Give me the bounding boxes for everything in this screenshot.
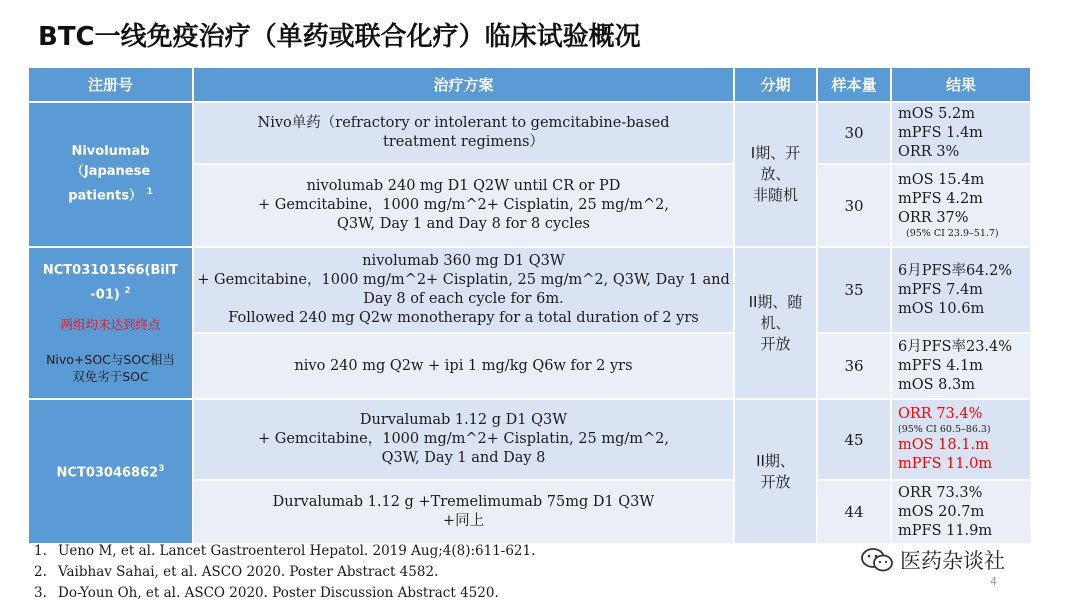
regimen-cell: [193, 480, 734, 544]
regimen-line: +同上: [442, 513, 485, 529]
header-registration: 注册号: [28, 67, 193, 102]
result-line: mPFS 4.1m: [898, 357, 983, 374]
sample-size-cell: 36: [817, 333, 891, 399]
results-cell: [891, 247, 1031, 333]
wechat-icon: [860, 547, 894, 573]
result-line-highlight: mOS 18.1.m: [898, 437, 989, 453]
header-results: 结果: [891, 67, 1031, 102]
regimen-line: nivo 240 mg Q2w + ipi 1 mg/kg Q6w for 2 yrs: [294, 357, 633, 374]
reference-item: 3. Do-Youn Oh, et al. ASCO 2020. Poster Discussion Abstract 4520.: [34, 585, 499, 601]
registration-line: NCT03046862$^3$: [56, 464, 165, 481]
regimen-line: + Gemcitabine，1000 mg/m^2+ Cisplatin, 25 mg/m^2, Q3W, Day 1 and: [197, 272, 730, 288]
trials-table: [27, 66, 1032, 545]
result-line: mPFS 7.4m: [898, 281, 983, 298]
sample-size-cell: 44: [817, 480, 891, 544]
result-line: ORR 73.3%: [898, 484, 983, 501]
registration-line: NCT03101566(BilT: [42, 262, 179, 278]
watermark: [860, 545, 1005, 575]
phase-cell: [734, 102, 817, 247]
regimen-line: Nivo单药（refractory or intolerant to gemcitabine-based: [257, 115, 670, 131]
registration-line: -01) $^2$: [90, 285, 131, 303]
header-phase: 分期: [734, 67, 817, 102]
result-line: mOS 8.3m: [898, 376, 975, 393]
page-number: 4: [990, 575, 997, 588]
regimen-line: Followed 240 mg Q2w monotherapy for a total duration of 2 yrs: [228, 310, 699, 326]
phase-line: 非随机: [752, 186, 798, 204]
regimen-cell: [193, 399, 734, 480]
results-cell: [891, 399, 1031, 480]
result-line: mPFS 1.4m: [898, 124, 983, 141]
table-header-row: [28, 67, 1031, 102]
registration-cell: [28, 102, 193, 247]
result-line: mOS 5.2m: [898, 105, 975, 122]
regimen-cell: [193, 247, 734, 333]
results-cell: [891, 164, 1031, 247]
sample-size-cell: 30: [817, 102, 891, 164]
result-line: 6月PFS率64.2%: [898, 262, 1013, 279]
header-sample-size: 样本量: [817, 67, 891, 102]
finding-note-line: 双免劣于SOC: [72, 369, 149, 385]
confidence-interval: (95% CI 60.5–86.3): [898, 424, 991, 435]
regimen-cell: [193, 164, 734, 247]
confidence-interval: (95% CI 23.9–51.7): [906, 228, 999, 239]
sample-size-cell: 45: [817, 399, 891, 480]
result-line: 6月PFS率23.4%: [898, 338, 1013, 355]
regimen-line: Q3W, Day 1 and Day 8 for 8 cycles: [337, 216, 590, 232]
results-cell: [891, 333, 1031, 399]
references: [34, 541, 535, 604]
finding-note-red: 两组均未达到终点: [60, 317, 161, 333]
watermark-text: 医药杂谈社: [900, 549, 1005, 573]
phase-line: 机、: [760, 313, 791, 332]
sample-size-cell: 30: [817, 164, 891, 247]
phase-line: 放、: [760, 165, 791, 183]
regimen-cell: [193, 102, 734, 164]
results-cell: [891, 480, 1031, 544]
regimen-line: treatment regimens）: [383, 134, 544, 150]
result-line-highlight: mPFS 11.0m: [898, 456, 993, 472]
regimen-line: Durvalumab 1.12 g D1 Q3W: [359, 412, 568, 428]
registration-cell: [28, 247, 193, 399]
slide-title: BTC一线免疫治疗（单药或联合化疗）临床试验概况: [38, 22, 641, 52]
phase-line: II期、: [756, 451, 795, 470]
reference-item: 1. Ueno M, et al. Lancet Gastroenterol Hepatol. 2019 Aug;4(8):611-621.: [34, 543, 536, 559]
registration-line: patients） $^1$: [68, 187, 153, 204]
phase-line: I期、开: [750, 144, 801, 162]
phase-line: 开放: [760, 472, 791, 491]
result-line: mPFS 4.2m: [898, 191, 983, 207]
phase-cell: [734, 399, 817, 544]
finding-note-line: Nivo+SOC与SOC相当: [46, 352, 175, 368]
table-row: [28, 102, 1031, 164]
phase-cell: [734, 247, 817, 399]
sample-size-cell: 35: [817, 247, 891, 333]
regimen-line: + Gemcitabine，1000 mg/m^2+ Cisplatin, 25 mg/m^2,: [257, 197, 670, 213]
regimen-line: nivolumab 240 mg D1 Q2W until CR or PD: [306, 178, 621, 194]
result-line: ORR 3%: [898, 143, 960, 160]
regimen-line: nivolumab 360 mg D1 Q3W: [362, 253, 565, 269]
result-line: mPFS 11.9m: [898, 522, 993, 539]
regimen-cell: [193, 333, 734, 399]
registration-line: Nivolumab: [71, 144, 150, 160]
result-line: mOS 20.7m: [898, 503, 985, 520]
regimen-line: Q3W, Day 1 and Day 8: [381, 450, 546, 466]
regimen-line: + Gemcitabine，1000 mg/m^2+ Cisplatin, 25 mg/m^2,: [257, 431, 670, 447]
result-line: mOS 10.6m: [898, 300, 985, 317]
registration-cell: [28, 399, 193, 544]
registration-line: （Japanese: [70, 164, 151, 180]
phase-line: 开放: [760, 334, 791, 353]
header-regimen: 治疗方案: [193, 67, 734, 102]
result-line-highlight: ORR 73.4%: [898, 406, 983, 422]
result-line: mOS 15.4m: [898, 172, 985, 188]
phase-line: II期、随: [748, 292, 803, 311]
reference-item: 2. Vaibhav Sahai, et al. ASCO 2020. Poster Abstract 4582.: [34, 564, 439, 580]
table-row: [28, 399, 1031, 480]
table-row: [28, 247, 1031, 333]
result-line: ORR 37%: [898, 210, 969, 226]
regimen-line: Day 8 of each cycle for 6m.: [363, 291, 564, 307]
results-cell: [891, 102, 1031, 164]
regimen-line: Durvalumab 1.12 g +Tremelimumab 75mg D1 Q3W: [272, 494, 655, 510]
finding-note: [29, 351, 192, 385]
